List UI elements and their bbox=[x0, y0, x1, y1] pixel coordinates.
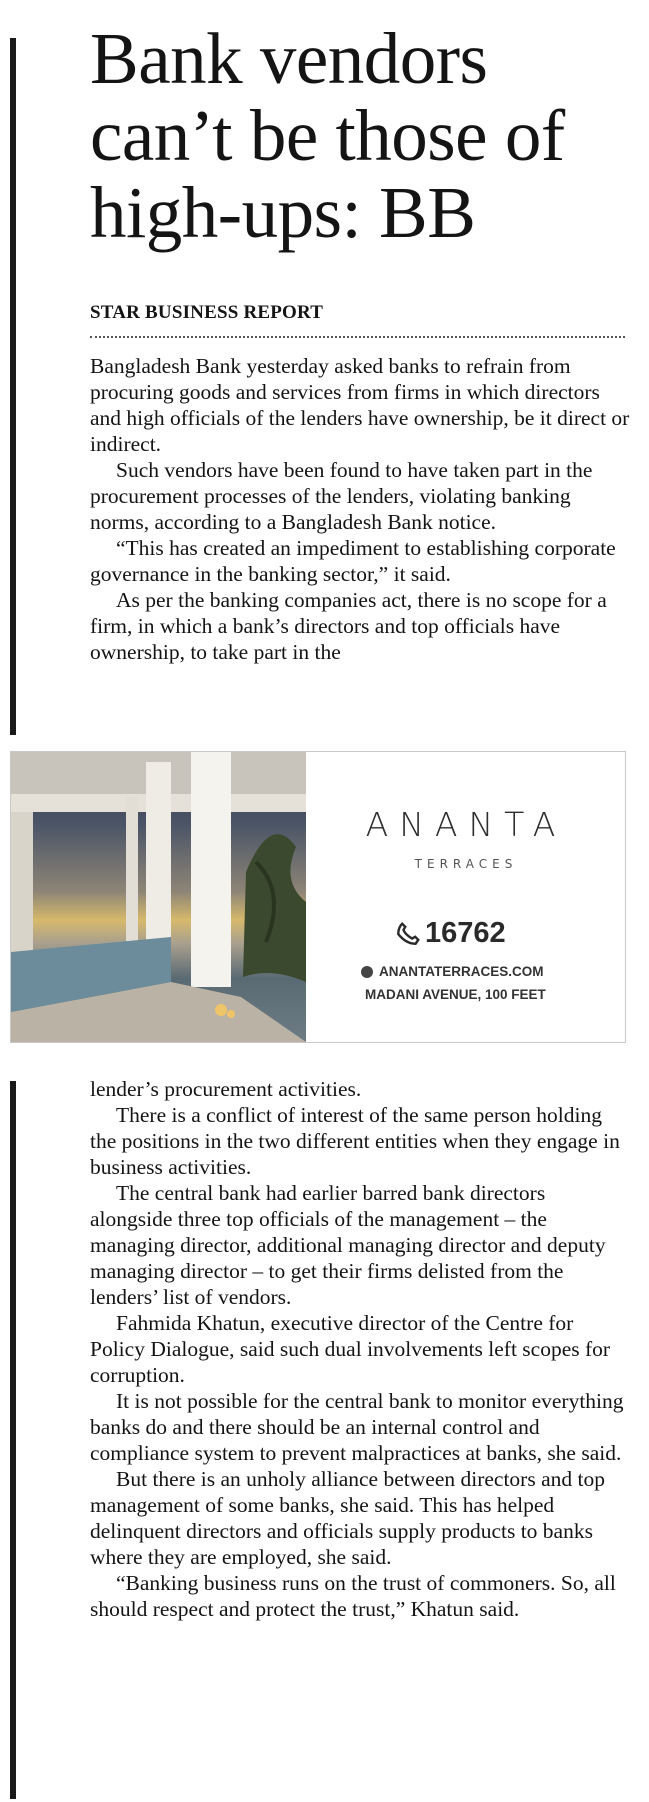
ad-brand-logo: ANANTA bbox=[365, 805, 567, 844]
paragraph: Fahmida Khatun, executive director of the Centre for Policy Dialogue, said such dual involvements left scopes for corruption. bbox=[90, 1311, 611, 1387]
advertisement[interactable] bbox=[10, 751, 626, 1043]
paragraph: “Banking business runs on the trust of commoners. So, all should respect and protect the trust,” Khatun said. bbox=[90, 1571, 616, 1621]
ad-photo-terrace-pool bbox=[11, 752, 306, 1042]
ad-phone[interactable] bbox=[395, 917, 506, 950]
byline-divider bbox=[90, 336, 625, 338]
paragraph: Such vendors have been found to have taken part in the procurement processes of the lenders, violating banking norms, according to a Bangladesh Bank notice. bbox=[90, 458, 593, 534]
ad-address: MADANI AVENUE, 100 FEET bbox=[365, 987, 546, 1002]
byline: STAR BUSINESS REPORT bbox=[90, 302, 324, 323]
headline: Bank vendors can’t be those of high-ups: BB bbox=[90, 18, 565, 253]
globe-icon bbox=[361, 966, 373, 978]
column-rule-top bbox=[10, 38, 16, 735]
column-rule-bottom bbox=[10, 1081, 16, 1799]
ad-phone-number: 16762 bbox=[425, 917, 506, 949]
ad-photo-illustration bbox=[11, 752, 306, 1042]
paragraph: The central bank had earlier barred bank directors alongside three top officials of the management – the managing director, additional managing director and deputy managing director – to get their firms delisted from the lenders’ list of vendors. bbox=[90, 1181, 606, 1309]
ad-brand-panel bbox=[307, 752, 625, 1042]
phone-icon bbox=[395, 921, 421, 947]
paragraph: lender’s procurement activities. bbox=[90, 1077, 362, 1101]
paragraph: “This has created an impediment to establishing corporate governance in the banking sector,” it said. bbox=[90, 536, 616, 586]
paragraph: As per the banking companies act, there is no scope for a firm, in which a bank’s directors and top officials have ownership, to take part in the bbox=[90, 588, 607, 664]
article-body-bottom bbox=[90, 1076, 630, 1622]
ad-website-text: ANANTATERRACES.COM bbox=[379, 964, 544, 979]
paragraph: Bangladesh Bank yesterday asked banks to refrain from procuring goods and services from firms in which directors and high officials of the lenders have ownership, be it direct or indirect. bbox=[90, 354, 630, 456]
paragraph: There is a conflict of interest of the same person holding the positions in the two different entities when they engage in business activities. bbox=[90, 1103, 620, 1179]
ad-brand-subtitle: TERRACES bbox=[414, 857, 518, 871]
paragraph: But there is an unholy alliance between directors and top management of some banks, she said. This has helped delinquent directors and officials supply products to banks where they are employed, she said. bbox=[90, 1467, 605, 1569]
article-body-top bbox=[90, 353, 630, 665]
paragraph: It is not possible for the central bank to monitor everything banks do and there should be an internal control and compliance system to prevent malpractices at banks, she said. bbox=[90, 1389, 624, 1465]
ad-website[interactable] bbox=[361, 964, 544, 979]
